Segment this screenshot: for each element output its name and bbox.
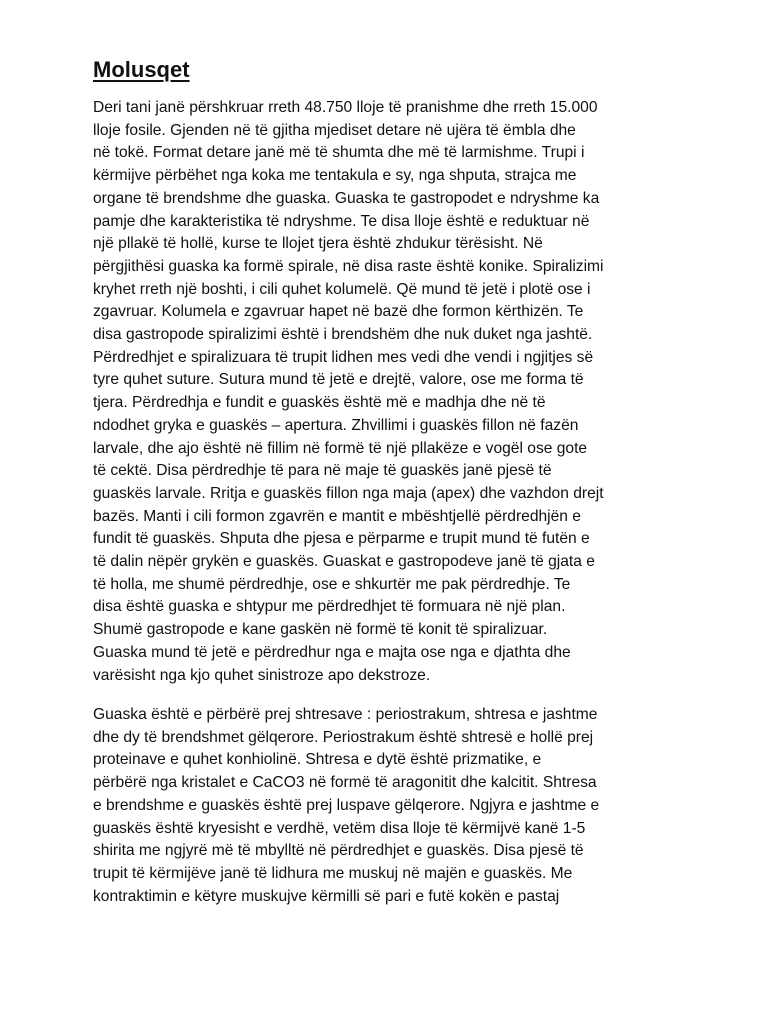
- text-line: zgavruar. Kolumela e zgavruar hapet në bazë dhe formon kërthizën. Te: [93, 303, 584, 321]
- document-page: [93, 0, 681, 1024]
- paragraph-shell-structure: [93, 97, 681, 687]
- text-line: fundit të guaskës. Shputa dhe pjesa e përparme e trupit mund të futën e: [93, 530, 590, 548]
- text-line: një pllakë të hollë, kurse te llojet tjera është zhdukur tërësisht. Në: [93, 235, 543, 253]
- text-line: kryhet rreth një boshti, i cili quhet kolumelë. Që mund të jetë i plotë ose i: [93, 280, 591, 298]
- text-line: guaskës është kryesisht e verdhë, vetëm disa lloje të kërmijvë kanë 1-5: [93, 819, 586, 837]
- text-line: varësisht nga kjo quhet sinistroze apo dekstroze.: [93, 666, 431, 684]
- text-line: larvale, dhe ajo është në fillim në formë të një pllakëze e vogël ose gote: [93, 439, 588, 457]
- text-line: të cektë. Disa përdredhje të para në maje të guaskës janë pjesë të: [93, 462, 552, 480]
- text-line: trupit të kërmijëve janë të lidhura me muskuj në majën e guaskës. Me: [93, 864, 573, 882]
- text-line: Shumë gastropode e kane gaskën në formë të konit të spiralizuar.: [93, 621, 548, 639]
- text-line: bazës. Manti i cili formon zgavrën e mantit e mbështjellë përdredhjën e: [93, 507, 581, 525]
- text-line: tyre quhet suture. Sutura mund të jetë e drejtë, valore, ose me forma të: [93, 371, 584, 389]
- text-line: e brendshme e guaskës është prej luspave gëlqerore. Ngjyra e jashtme e: [93, 796, 600, 814]
- text-line: përbërë nga kristalet e CaCO3 në formë të aragonitit dhe kalcitit. Shtresa: [93, 774, 597, 792]
- document-title: Molusqet: [93, 57, 190, 82]
- text-line: lloje fosile. Gjenden në të gjitha mjediset detare në ujëra të ëmbla dhe: [93, 121, 576, 139]
- text-line: shirita me ngjyrë më të mbylltë në përdredhjet e guaskës. Disa pjesë të: [93, 842, 584, 860]
- text-line: të dalin nëpër grykën e guaskës. Guaskat e gastropodeve janë të gjata e: [93, 553, 595, 571]
- text-line: Deri tani janë përshkruar rreth 48.750 lloje të pranishme dhe rreth 15.000: [93, 99, 598, 116]
- text-line: të holla, me shumë përdredhje, ose e shkurtër me pak përdredhje. Te: [93, 575, 571, 593]
- text-line: proteinave e quhet konhiolinë. Shtresa e dytë është prizmatike, e: [93, 751, 542, 769]
- text-line: në tokë. Format detare janë më të shumta dhe më të larmishme. Trupi i: [93, 144, 585, 162]
- text-line: kontraktimin e këtyre muskujve kërmilli së pari e futë kokën e pastaj: [93, 887, 560, 905]
- text-line: disa gastropode spiralizimi është i brendshëm dhe nuk duket nga jashtë.: [93, 326, 593, 344]
- text-line: dhe dy të brendshmet gëlqerore. Periostrakum është shtresë e hollë prej: [93, 728, 594, 746]
- text-line: kërmijve përbëhet nga koka me tentakula e sy, nga shputa, strajca me: [93, 167, 577, 185]
- text-line: tjera. Përdredhja e fundit e guaskës është më e madhja dhe në të: [93, 394, 546, 412]
- text-line: disa është guaska e shtypur me përdredhjet të formuara në një plan.: [93, 598, 566, 616]
- text-line: Guaska mund të jetë e përdredhur nga e majta ose nga e djathta dhe: [93, 643, 571, 661]
- text-line: përgjithësi guaska ka formë spirale, në disa raste është konike. Spiralizimi: [93, 257, 604, 275]
- text-line: ndodhet gryka e guaskës – apertura. Zhvillimi i guaskës fillon në fazën: [93, 416, 579, 434]
- text-line: Guaska është e përbërë prej shtresave : periostrakum, shtresa e jashtme: [93, 706, 598, 723]
- paragraph-shell-layers: [93, 704, 681, 908]
- text-line: organe të brendshme dhe guaska. Guaska te gastropodet e ndryshme ka: [93, 189, 600, 207]
- text-line: pamje dhe karakteristika të ndryshme. Te disa lloje është e reduktuar në: [93, 212, 590, 230]
- text-line: guaskës larvale. Rritja e guaskës fillon nga maja (apex) dhe vazhdon drejt: [93, 484, 604, 502]
- text-line: Përdredhjet e spiralizuara të trupit lidhen mes vedi dhe vendi i ngjitjes së: [93, 348, 594, 366]
